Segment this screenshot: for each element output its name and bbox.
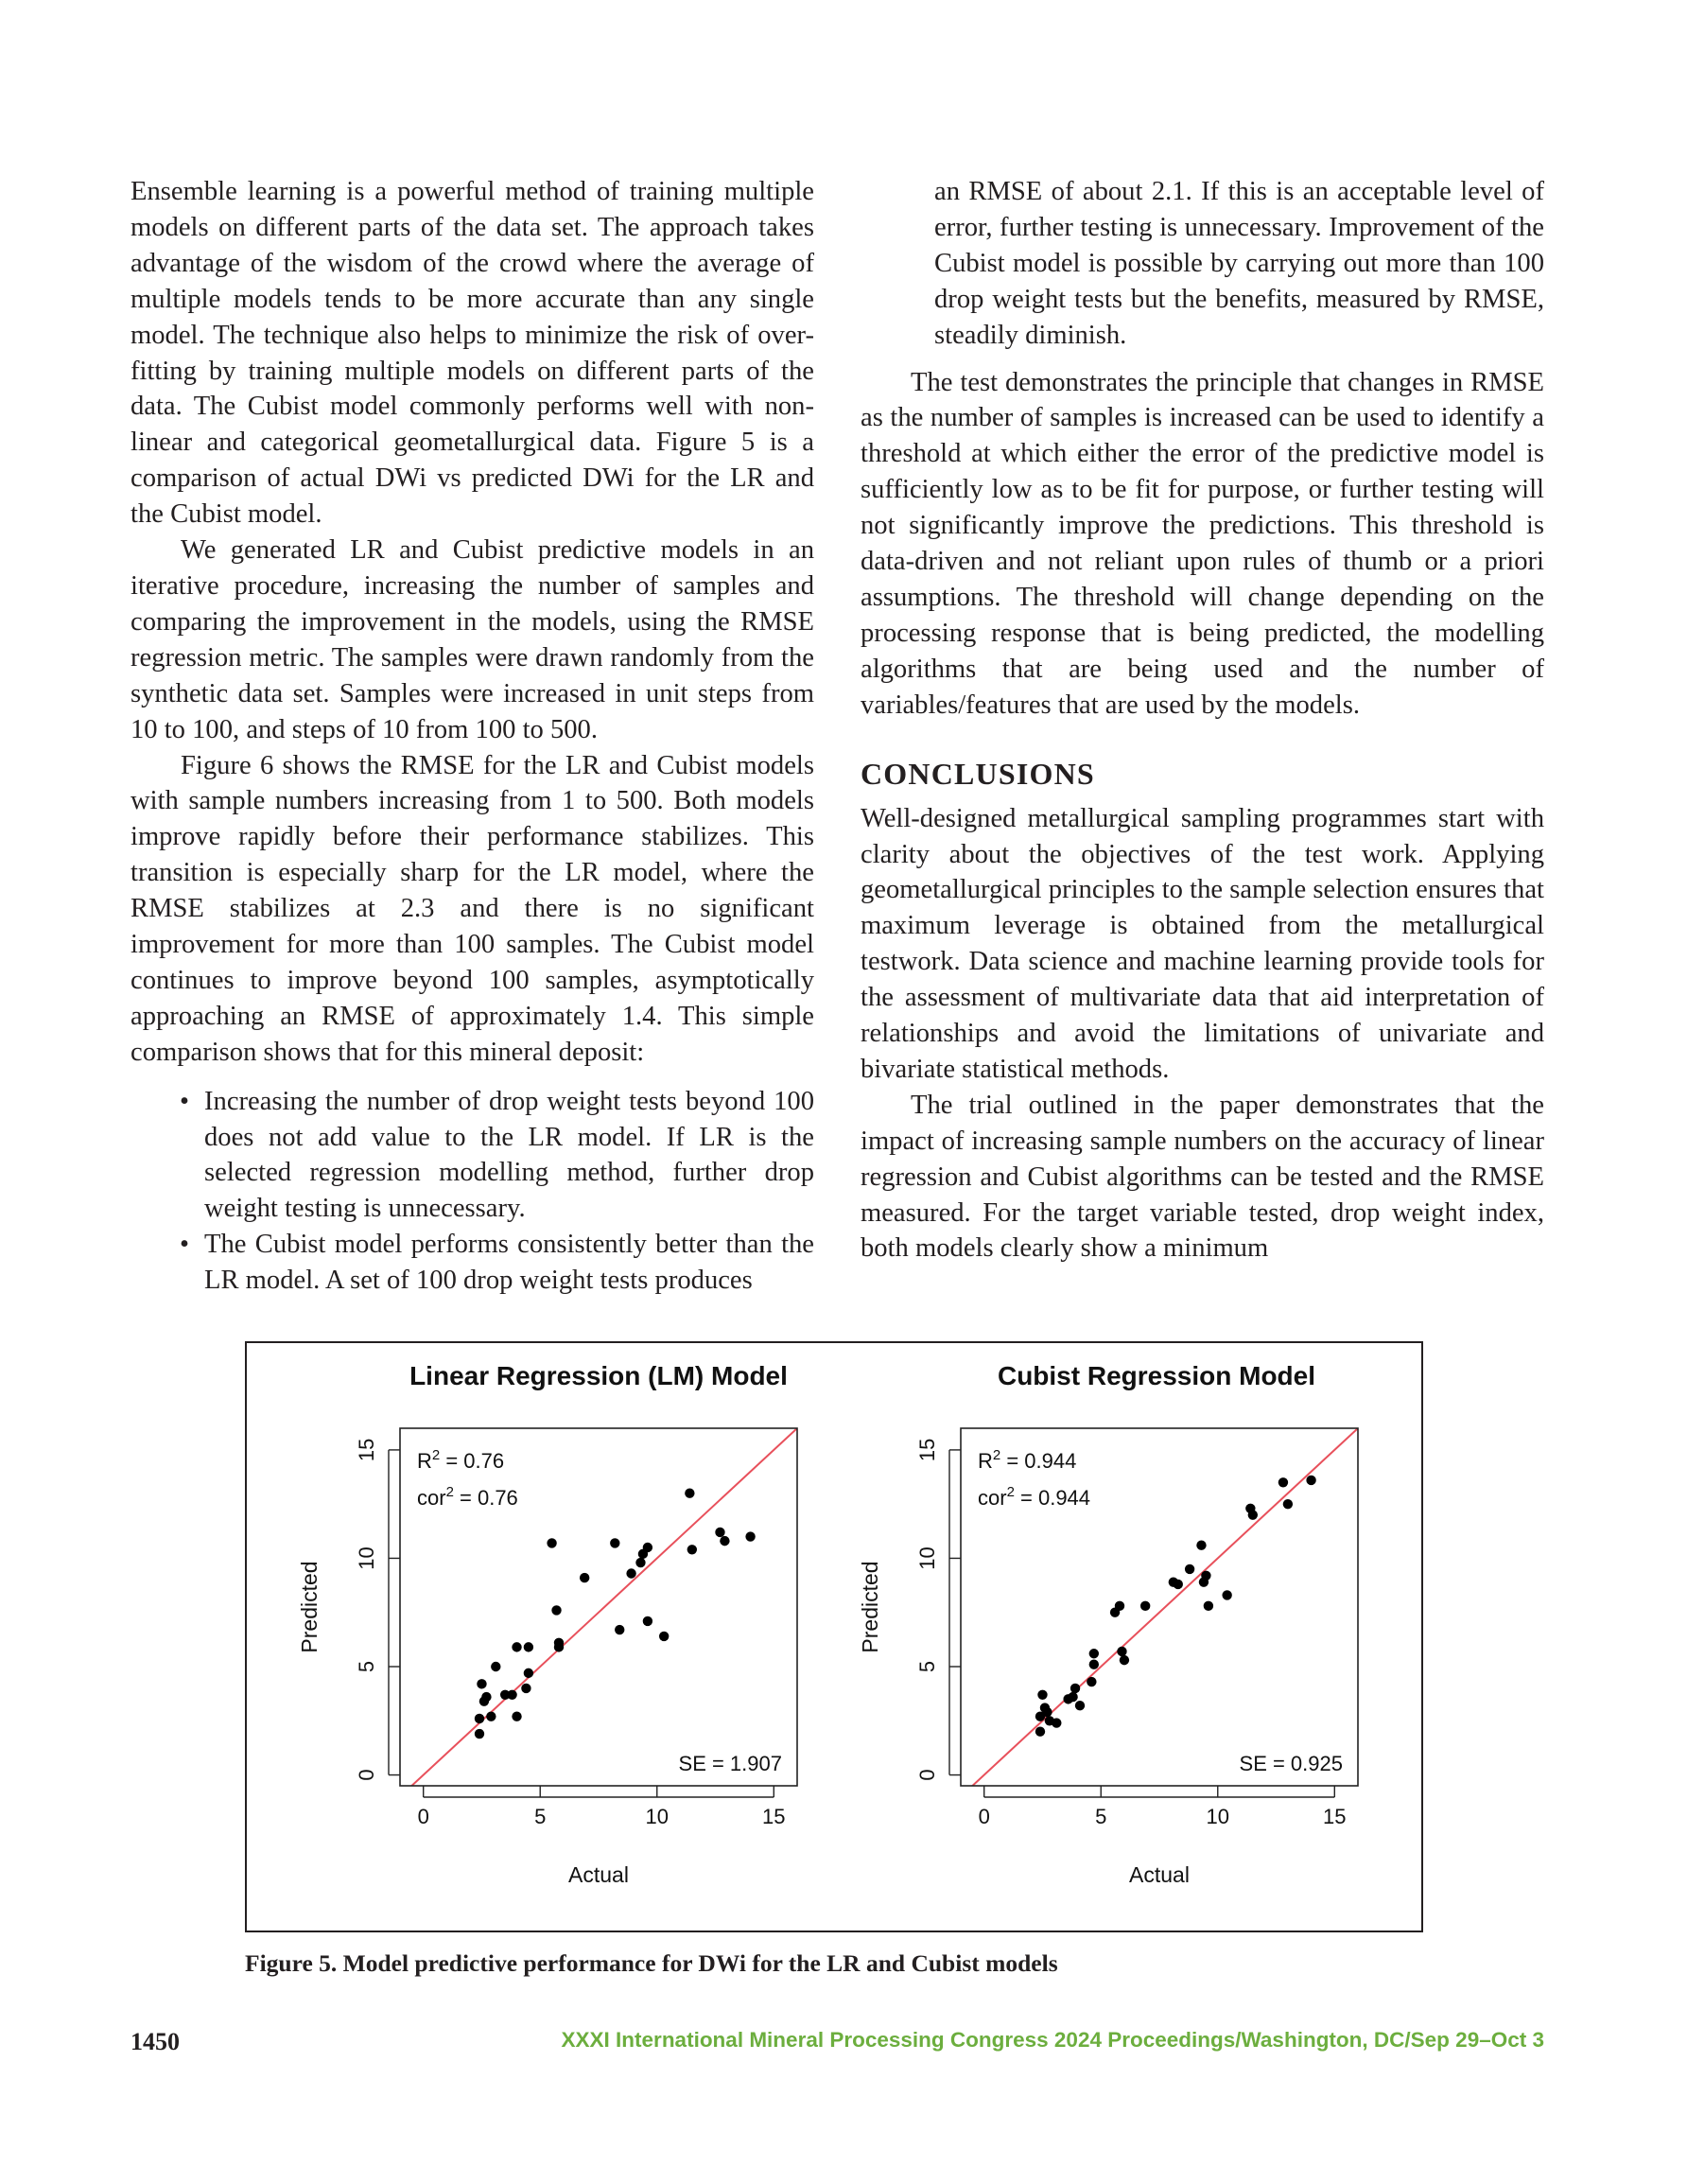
data-point (1201, 1571, 1210, 1581)
data-point (481, 1692, 491, 1702)
x-tick-label: 0 (978, 1805, 990, 1828)
bullet-continuation: an RMSE of about 2.1. If this is an acceptable level of error, further testing is unnecessary. Improvement of the Cubist model is possible by carrying out more than 100 drop weight tests but the benefits, measured by RMSE, steadily diminish. (934, 177, 1544, 350)
data-point (1222, 1590, 1231, 1599)
data-point (1306, 1476, 1315, 1485)
x-tick-label: 5 (534, 1805, 547, 1828)
data-point (475, 1714, 484, 1723)
x-tick-label: 5 (1095, 1805, 1107, 1828)
y-axis-label: Predicted (297, 1561, 322, 1653)
data-point (626, 1568, 635, 1578)
r-squared-annotation: $R^2 = 0.76$ (417, 1447, 505, 1473)
data-point (643, 1616, 652, 1626)
cor-squared-annotation: cor$^2$ = 0.944 (978, 1484, 1091, 1510)
plot-frame (961, 1428, 1358, 1786)
x-tick-label: 0 (417, 1805, 429, 1828)
data-point (687, 1545, 697, 1554)
data-point (635, 1558, 645, 1567)
bullet-item: • Increasing the number of drop weight tests beyond 100 does not add value to the LR model. If LR is the selected regression modelling method, further drop weight testing is unnecessary. (204, 1084, 814, 1228)
paragraph: The trial outlined in the paper demonstrates that the impact of increasing sample numbers on the accuracy of linear regression and Cubist algorithms can be tested and the RMSE measured. For the target variable tested, drop weight index, both models clearly show a minimum (861, 1090, 1544, 1264)
cubist-scatter-plot (858, 1361, 1358, 1887)
y-tick-label: 0 (915, 1769, 939, 1781)
data-point (547, 1538, 556, 1547)
paragraph: Figure 6 shows the RMSE for the LR and Cubist models with sample numbers increasing from 1 to 500. Both models improve rapidly before their performance stabilizes. This transition is especially sharp for the LR model, where the RMSE stabilizes at 2.3 and there is no significant improvement for more than 100 samples. The Cubist model continues to improve beyond 100 samples, asymptotically approaching an RMSE of approximately 1.4. This simple comparison shows that for this mineral deposit: (130, 750, 814, 1067)
data-point (1140, 1601, 1150, 1611)
y-tick-label: 10 (355, 1546, 378, 1570)
right-column (861, 174, 1544, 1267)
reference-line (400, 1428, 797, 1796)
data-point (1283, 1499, 1293, 1509)
cor-squared-annotation: cor$^2$ = 0.76 (417, 1484, 518, 1510)
data-point (1089, 1660, 1099, 1669)
x-axis-label: Actual (1129, 1862, 1190, 1887)
bullet-item: • The Cubist model performs consistently better than the LR model. A set of 100 drop weight tests produces (204, 1227, 814, 1299)
paragraph: The test demonstrates the principle that changes in RMSE as the number of samples is increased can be used to identify a threshold at which either the error of the predictive model is sufficiently low as to be fit for purpose, or further testing will not significantly improve the predictions. This threshold is data-driven and not reliant upon rules of thumb or a priori assumptions. The threshold will change depending on the processing response that is being predicted, the modelling algorithms that are being used and the number of variables/features that are used by the models. (861, 367, 1544, 720)
paragraph: Ensemble learning is a powerful method of training multiple models on different parts of the data set. The approach takes advantage of the wisdom of the crowd where the average of multiple models tends to be more accurate than any single model. The technique also helps to minimize the risk of over-fitting by training multiple models on different parts of the data. The Cubist model commonly performs well with non-linear and categorical geometallurgical data. Figure 5 is a comparison of actual DWi vs predicted DWi for the LR and the Cubist model. (130, 177, 814, 530)
y-tick-label: 0 (355, 1769, 378, 1781)
chart-title: Linear Regression (LM) Model (409, 1361, 788, 1390)
x-tick-label: 10 (645, 1805, 670, 1828)
data-point (643, 1543, 652, 1552)
data-point (685, 1489, 694, 1498)
r-squared-annotation: $R^2 = 0.944$ (978, 1447, 1077, 1473)
data-point (1037, 1690, 1047, 1700)
data-point (554, 1638, 564, 1648)
data-point (745, 1531, 755, 1541)
data-point (551, 1605, 561, 1615)
data-point (1185, 1564, 1194, 1574)
data-point (1120, 1655, 1129, 1665)
data-point (1204, 1601, 1213, 1611)
data-point (486, 1711, 496, 1721)
data-point (1052, 1718, 1061, 1727)
data-point (720, 1536, 729, 1546)
figure-5 (245, 1341, 1423, 1932)
data-point (512, 1711, 521, 1721)
paragraph: We generated LR and Cubist predictive models in an iterative procedure, increasing the number of samples and comparing the improvement in the models, using the RMSE regression metric. The samples were drawn randomly from the synthetic data set. Samples were increased in unit steps from 10 to 100, and steps of 10 from 100 to 500. (130, 535, 814, 744)
y-tick-label: 10 (915, 1546, 939, 1570)
data-point (1035, 1727, 1045, 1737)
data-point (1089, 1649, 1099, 1658)
data-point (615, 1625, 624, 1634)
reference-line (961, 1428, 1358, 1796)
lr-scatter-plot (297, 1361, 797, 1887)
y-tick-label: 5 (915, 1660, 939, 1673)
data-point (521, 1684, 530, 1693)
chart-title: Cubist Regression Model (997, 1361, 1316, 1390)
y-tick-label: 15 (355, 1438, 378, 1462)
plot-frame (400, 1428, 797, 1786)
data-point (580, 1573, 589, 1582)
bullet-list (130, 1084, 814, 1299)
data-point (1278, 1477, 1288, 1487)
data-point (475, 1729, 484, 1738)
se-annotation: SE = 0.925 (1239, 1752, 1343, 1775)
data-point (1117, 1647, 1126, 1656)
figure-5-plots (247, 1343, 1421, 1931)
data-point (491, 1662, 500, 1671)
y-tick-label: 15 (915, 1438, 939, 1462)
data-point (1196, 1541, 1206, 1550)
paragraph: Well-designed metallurgical sampling programmes start with clarity about the objectives of the test work. Applying geometallurgical principles to the sample selection ensures that maximum leverage is obtained from the metallurgical testwork. Data science and machine learning provide tools for the assessment of multivariate data that aid interpretation of relationships and avoid the limitations of univariate and bivariate statistical methods. (861, 803, 1544, 1084)
data-point (524, 1669, 533, 1678)
figure-caption: Figure 5. Model predictive performance for DWi for the LR and Cubist models (245, 1949, 1058, 1977)
data-point (477, 1679, 486, 1688)
running-footer: XXXI International Mineral Processing Congress 2024 Proceedings/Washington, DC/Sep 29–Oct 3 (561, 2028, 1544, 2052)
data-point (1075, 1701, 1085, 1710)
x-tick-label: 15 (1323, 1805, 1347, 1828)
data-point (1248, 1510, 1258, 1519)
data-point (610, 1538, 619, 1547)
data-point (1070, 1684, 1080, 1693)
y-axis-label: Predicted (858, 1561, 882, 1653)
data-point (507, 1690, 516, 1700)
data-point (1042, 1707, 1052, 1717)
y-tick-label: 5 (355, 1660, 378, 1673)
x-axis-label: Actual (568, 1862, 629, 1887)
x-tick-label: 10 (1206, 1805, 1230, 1828)
left-column (130, 174, 814, 1299)
section-heading: CONCLUSIONS (861, 756, 1095, 791)
data-point (659, 1632, 669, 1641)
data-point (715, 1528, 724, 1537)
data-point (1115, 1601, 1124, 1611)
data-point (1068, 1692, 1077, 1702)
data-point (524, 1642, 533, 1651)
x-tick-label: 15 (762, 1805, 786, 1828)
data-point (512, 1642, 521, 1651)
page-number: 1450 (130, 2028, 180, 2055)
data-point (1174, 1580, 1183, 1589)
se-annotation: SE = 1.907 (678, 1752, 782, 1775)
data-point (1087, 1677, 1096, 1686)
